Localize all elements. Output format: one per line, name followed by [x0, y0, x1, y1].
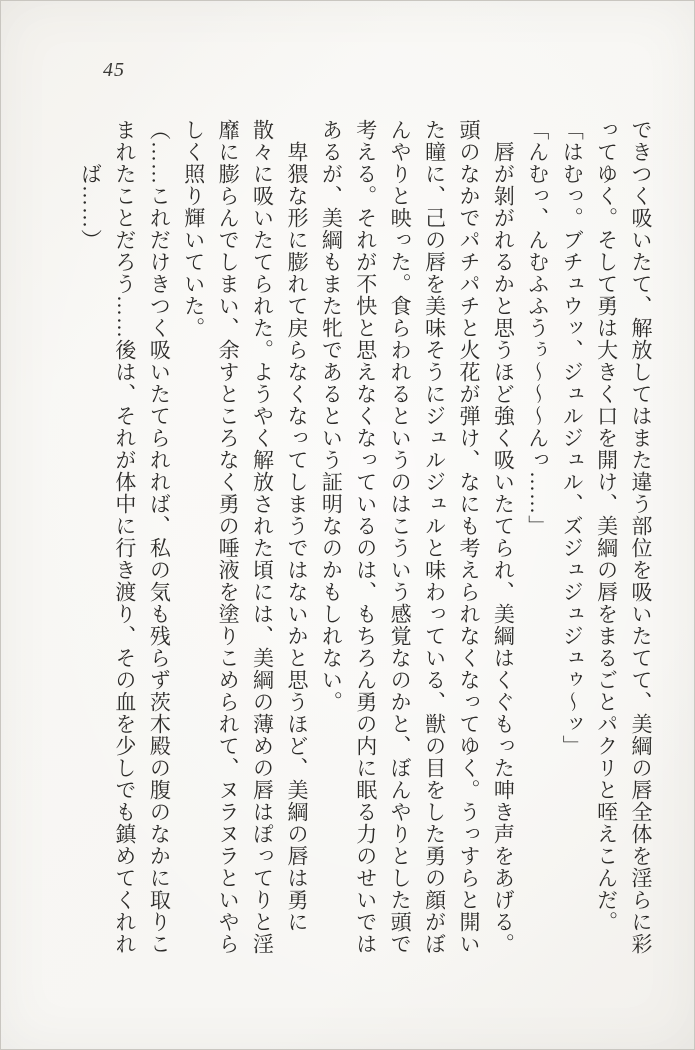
text-line-monologue: ば……）: [78, 119, 103, 251]
text-line-monologue: まれたことだろう……後は、それが体中に行き渡り、その血を少しでも鎮めてくれれ: [112, 119, 137, 955]
text-line: 靡に膨らんでしまい、余すところなく勇の唾液を塗りこめられて、ヌラヌラといやら: [216, 119, 241, 955]
text-line: 散々に吸いたてられた。ようやく解放された頃には、美綱の薄めの唇はぽってりと淫: [250, 119, 275, 955]
text-line: んやりと映った。食らわれるというのはこういう感覚なのかと、ぼんやりとした頭で: [388, 119, 413, 955]
text-line-monologue: （……これだけきつく吸いたてられれば、私の気も残らず茨木殿の腹のなかに取りこ: [147, 119, 172, 955]
text-line: 考える。それが不快と思えなくなっているのは、もちろん勇の内に眠る力のせいでは: [353, 119, 378, 955]
page-number: 45: [103, 59, 125, 81]
text-line: しく照り輝いていた。: [181, 119, 206, 339]
text-line: 唇が剝がれるかと思うほど強く吸いたてられ、美綱はくぐもった呻き声をあげる。: [491, 119, 516, 955]
text-line: ってゆく。そして勇は大きく口を開け、美綱の唇をまるごとパクリと咥えこんだ。: [594, 119, 619, 933]
text-line: あるが、美綱もまた牝であるという証明なのかもしれない。: [319, 119, 344, 713]
text-line: できつく吸いたて、解放してはまた違う部位を吸いたてて、美綱の唇全体を淫らに彩: [629, 119, 653, 955]
text-line: 頭のなかでパチパチと火花が弾け、なにも考えられなくなってゆく。うっすらと開い: [456, 119, 481, 955]
text-line: 卑猥な形に膨れて戻らなくなってしまうではないかと思うほど、美綱の唇は勇に: [284, 119, 309, 933]
text-line: た瞳に、己の唇を美味そうにジュルジュルと味わっている、獣の目をした勇の顔がぼ: [422, 119, 447, 955]
text-line-dialogue: 「んむっ、んむふふうぅ～～～んっ……」: [525, 119, 550, 537]
body-text: [73, 119, 658, 967]
text-line-dialogue: 「はむっ。ブチュウッ、ジュルジュル、ズジュジュジュゥ～ッ」: [560, 119, 585, 757]
